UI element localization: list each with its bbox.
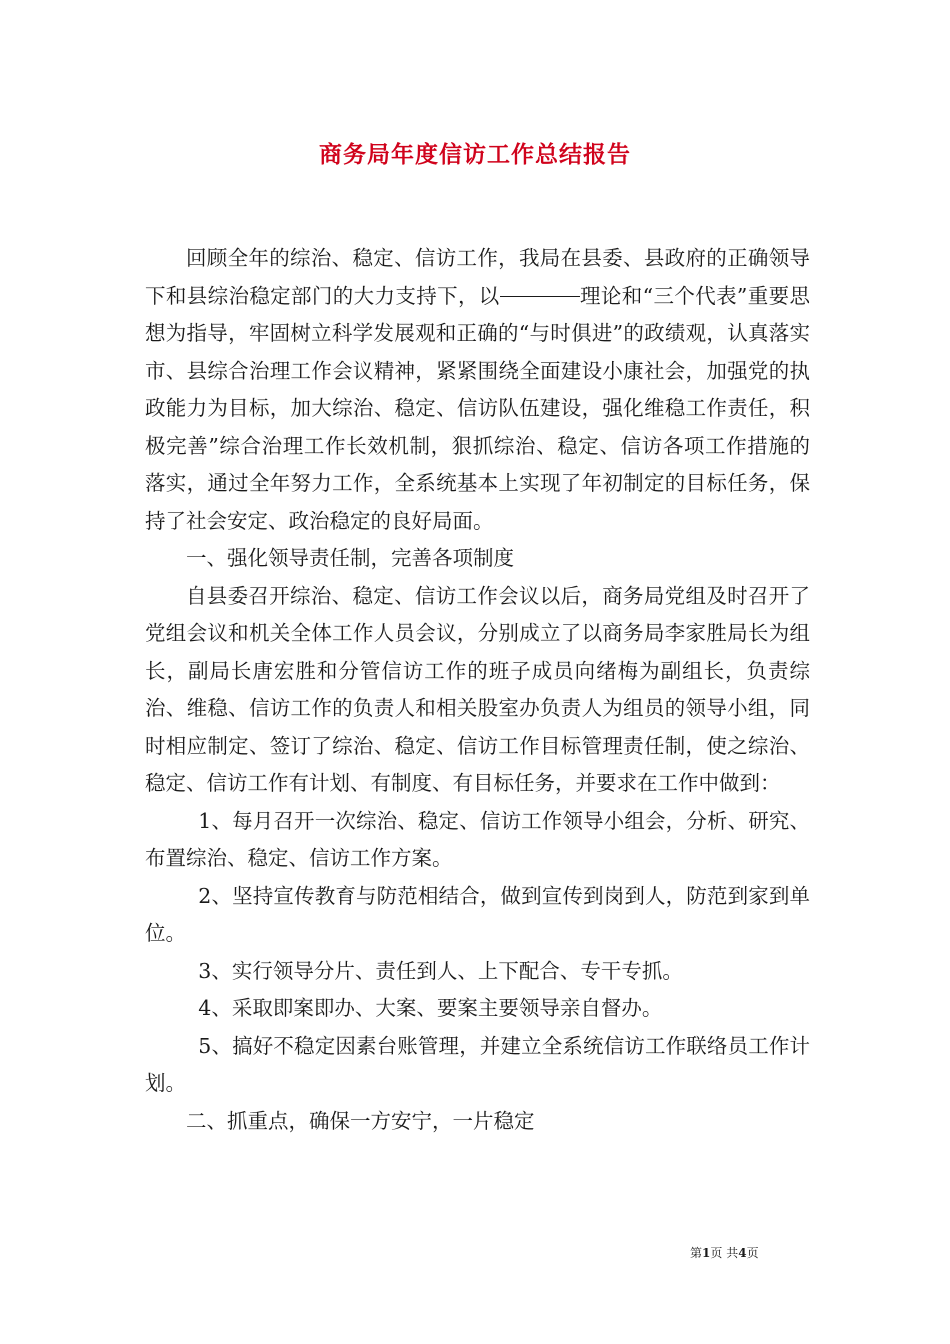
- footer-middle: 页 共: [710, 1246, 739, 1260]
- list-item-4: 4、采取即案即办、大案、要案主要领导亲自督办。: [198, 996, 663, 1020]
- heading-section-2: 二、抓重点，确保一方安宁，一片稳定: [186, 1108, 535, 1133]
- paragraph-section-1: 自县委召开综治、稳定、信访工作会议以后，商务局党组及时召开了党组会议和机关全体工作人员会议，分别成立了以商务局李家胜局长为组长，副局长唐宏胜和分管信访工作的班子成员向绪梅为副组长，负责综治、维稳、信访工作的负责人和相关股室办负责人为组员的领导小组，同时相应制定、签订了综治、稳定、信访工作目标管理责任制，使之综治、稳定、信访工作有计划、有制度、有目标任务，并要求在工作中做到：: [145, 583, 810, 795]
- footer-page-number: 1: [702, 1246, 711, 1260]
- intro-text-b: 理论和“三个代表”重要思想为指导，牢固树立科学发展观和正确的“与时俱进”的政绩观，认真落实市、县综合治理工作会议精神，紧紧围绕全面建设小康社会，加强党的执政能力为目标，加大综治、稳定、信访队伍建设，强化维稳工作责任，积极完善”综合治理工作长效机制，狠抓综治、稳定、信访各项工作措施的落实，通过全年努力工作，全系统基本上实现了年初制定的目标任务，保持了社会安定、政治稳定的良好局面。: [145, 283, 811, 533]
- document-body: [145, 240, 810, 1140]
- footer-prefix: 第: [690, 1246, 703, 1260]
- paragraph-intro: [145, 240, 810, 540]
- blank-underline: [500, 295, 580, 297]
- list-item-3: 3、实行领导分片、责任到人、上下配合、专干专抓。: [198, 958, 683, 983]
- page-footer: [690, 1244, 830, 1261]
- heading-section-1: 一、强化领导责任制，完善各项制度: [186, 546, 514, 570]
- list-item-1: 1、每月召开一次综治、稳定、信访工作领导小组会，分析、研究、布置综治、稳定、信访工作方案。: [145, 808, 810, 870]
- intro-text-a: 回顾全年的综治、稳定、信访工作，我局在县委、县政府的正确领导下和县综治稳定部门的大力支持下，以: [145, 246, 810, 308]
- document-title: 商务局年度信访工作总结报告: [319, 141, 631, 168]
- footer-suffix: 页: [746, 1246, 759, 1260]
- footer-total-pages: 4: [738, 1246, 747, 1260]
- list-item-5: 5、搞好不稳定因素台账管理，并建立全系统信访工作联络员工作计划。: [145, 1033, 810, 1095]
- list-item-2: 2、坚持宣传教育与防范相结合，做到宣传到岗到人，防范到家到单位。: [145, 883, 810, 945]
